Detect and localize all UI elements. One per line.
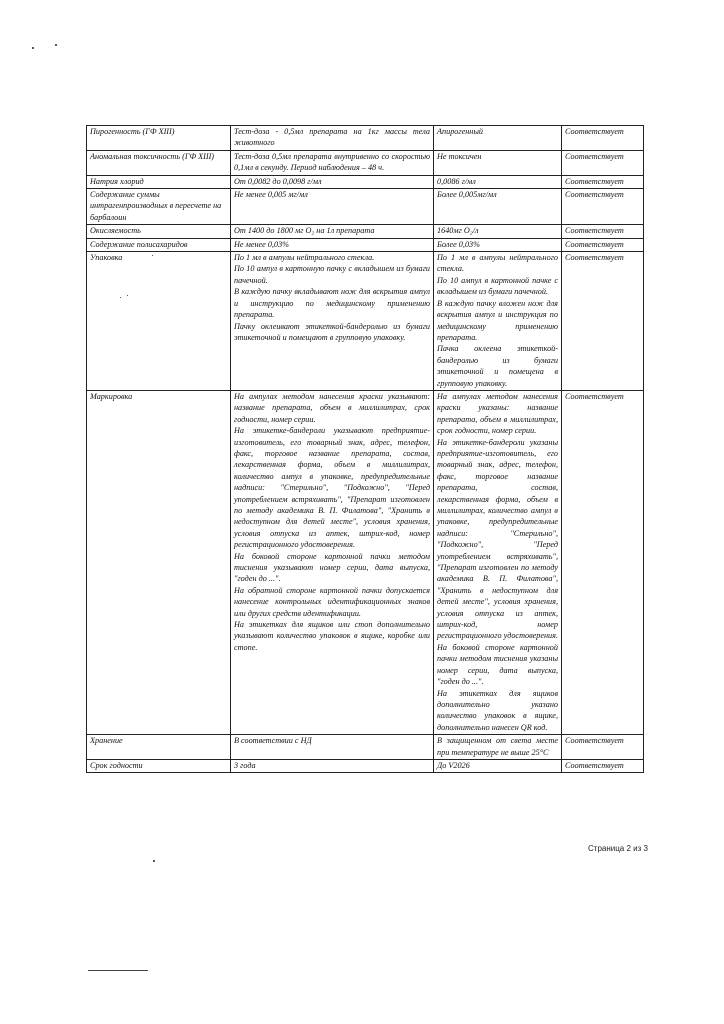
- requirement-paragraph: Не менее 0,03%: [234, 239, 289, 249]
- conformity-cell: Соответствует: [562, 735, 644, 760]
- requirement-paragraph: В каждую пачку вкладывают нож для вскрытия ампул и инструкцию по медицинскому применению препарата.: [234, 287, 430, 320]
- table-row: [87, 175, 644, 188]
- parameter-name: Содержание полисахаридов: [87, 238, 231, 251]
- page-number: Страница 2 из 3: [588, 844, 648, 853]
- result-cell: [434, 225, 562, 238]
- requirement-paragraph: Не менее 0,005 мг/мл: [234, 190, 308, 200]
- result-paragraph: Не токсичен: [437, 151, 482, 161]
- table-row: [87, 126, 644, 151]
- requirement-paragraph: Тест-доза 0,5мл препарата внутривенно со скоростью 0,1мл в секунду. Период наблюдения – 48 ч.: [234, 151, 430, 173]
- conformity-cell: Соответствует: [562, 759, 644, 772]
- requirement-paragraph: На ампулах методом нанесения краски указывают: название препарата, объем в миллилитрах, срок годности, номер серии.: [234, 391, 430, 424]
- requirement-cell: [231, 390, 434, 734]
- parameter-name: Натрия хлорид: [87, 175, 231, 188]
- result-cell: [434, 189, 562, 225]
- result-paragraph: В каждую пачку вложен нож для вскрытия ампул и инструкция по медицинскому применению препарата.: [437, 298, 558, 342]
- scan-speck: [32, 47, 34, 49]
- result-cell: [434, 238, 562, 251]
- result-cell: [434, 252, 562, 391]
- result-paragraph: На ампулах методом нанесения краски указаны: название препарата, объем в миллилитрах, срок годности, номер серии.: [437, 391, 558, 436]
- requirement-cell: [231, 126, 434, 151]
- result-paragraph: Более 0,03%: [437, 239, 480, 249]
- parameter-name: Пирогенность (ГФ XIII): [87, 126, 231, 151]
- conformity-cell: Соответствует: [562, 390, 644, 734]
- parameter-name: Окисляемость: [87, 225, 231, 238]
- result-cell: [434, 735, 562, 760]
- result-cell: [434, 126, 562, 151]
- conformity-cell: Соответствует: [562, 252, 644, 391]
- scan-speck: [153, 860, 155, 862]
- result-paragraph: По 1 мл в ампулы нейтрального стекла.: [437, 253, 558, 274]
- result-paragraph: 0,0086 г/мл: [437, 176, 476, 186]
- certificate-table: [86, 125, 644, 773]
- result-cell: [434, 759, 562, 772]
- table-row: [87, 390, 644, 734]
- result-cell: [434, 150, 562, 175]
- result-paragraph: Апирогенный: [437, 127, 483, 136]
- requirement-paragraph: Пачку оклеивают этикеткой-бандеролью из бумаги этикеточной и помещают в групповую упаковку.: [234, 321, 430, 342]
- requirement-cell: [231, 225, 434, 238]
- requirement-paragraph: Тест-доза - 0,5мл препарата на 1кг массы тела животного: [234, 127, 430, 148]
- table-row: [87, 150, 644, 175]
- result-cell: [434, 175, 562, 188]
- requirement-paragraph: От 1400 до 1800 мг O₂ на 1л препарата: [234, 226, 375, 236]
- result-paragraph: Пачка оклеена этикеткой-бандеролью из бумаги этикеточной и помещена в групповую упаковку.: [437, 344, 558, 388]
- certificate-table-body: [87, 126, 644, 773]
- requirement-cell: [231, 175, 434, 188]
- parameter-name: Срок годности: [87, 759, 231, 772]
- result-paragraph: Более 0,005мг/мл: [437, 190, 497, 200]
- parameter-name: Хранение: [87, 735, 231, 760]
- parameter-name: Содержание суммы интрагенпроизводных в пересчете на барбалоин: [87, 189, 231, 225]
- requirement-cell: [231, 252, 434, 391]
- table-row: [87, 225, 644, 238]
- conformity-cell: Соответствует: [562, 225, 644, 238]
- table-row: [87, 189, 644, 225]
- requirement-cell: [231, 189, 434, 225]
- conformity-cell: Соответствует: [562, 150, 644, 175]
- parameter-name: Аномальная токсичность (ГФ XIII): [87, 150, 231, 175]
- requirement-paragraph: 3 года: [234, 760, 256, 770]
- table-row: [87, 759, 644, 772]
- requirement-paragraph: На этикетке-бандероли указывают предприятие-изготовитель, его товарный знак, адрес, телефон, факс, торговое название препарата, состав, лекарственная форма, объем в миллилитрах, количество ампул в упаковке, предупредительные надписи: "Стерильно", "Подкожно", "Перед употреблением встряхивать", "Препарат изготовлен по методу академика В. П. Филатова", "Хранить в недоступном для детей месте", условия хранения, условия отпуска из аптек, штрих-код, номер регистрационного удостоверения.: [234, 426, 430, 550]
- requirement-paragraph: По 10 ампул в картонную пачку с вкладышем из бумаги пачечной.: [234, 264, 430, 285]
- result-cell: [434, 390, 562, 734]
- result-paragraph: На боковой стороне картонной пачки методом тиснения указаны номер серии, дата выпуска, "годен до ...".: [437, 642, 558, 687]
- parameter-name: Маркировка: [87, 390, 231, 734]
- result-paragraph: До V2026: [437, 760, 470, 770]
- requirement-cell: [231, 238, 434, 251]
- requirement-cell: [231, 735, 434, 760]
- requirement-paragraph: По 1 мл в ампулы нейтрального стекла.: [234, 253, 375, 263]
- conformity-cell: Соответствует: [562, 126, 644, 151]
- requirement-paragraph: В соответствии с НД: [234, 736, 312, 746]
- conformity-cell: Соответствует: [562, 238, 644, 251]
- table-row: [87, 735, 644, 760]
- requirement-paragraph: На этикетках для ящиков или стоп дополнительно указывают количество упаковок в ящике, коробке или стопе.: [234, 620, 430, 652]
- table-row: [87, 238, 644, 251]
- conformity-cell: Соответствует: [562, 189, 644, 225]
- result-paragraph: На этикетках для ящиков дополнительно указано количество упаковок в ящике, дополнительно нанесен QR код.: [437, 688, 558, 732]
- scan-speck: [55, 44, 57, 46]
- result-paragraph: В защищенном от света месте при температуре не выше 25°С: [437, 736, 558, 757]
- requirement-paragraph: На боковой стороне картонной пачки методом тиснения указывают номер серии, дата выпуска, "годен до ...".: [234, 551, 430, 584]
- result-paragraph: 1640мг O₂/л: [437, 226, 479, 236]
- requirement-paragraph: От 0,0082 до 0,0098 г/мл: [234, 176, 322, 186]
- parameter-name: Упаковка: [87, 252, 231, 391]
- table-row: [87, 252, 644, 391]
- requirement-cell: [231, 759, 434, 772]
- result-paragraph: По 10 ампул в картонной пачке с вкладышем из бумаги пачечной.: [437, 275, 558, 297]
- scan-line: [88, 970, 148, 971]
- requirement-cell: [231, 150, 434, 175]
- result-paragraph: На этикетке-бандероли указаны предприятие-изготовитель, его товарный знак, адрес, телефон, факс, торговое название препарата, состав, лекарственная форма, объем в миллилитрах, количество ампул в упаковке, предупредительные надписи: "Стерильно", "Подкожно", "Перед употреблением встряхивать", "Препарат изготовлен по методу академика В. П. Филатова", "Хранить в недоступном для детей месте", условия хранения, условия отпуска из аптек, штрих-код, номер регистрационного удостоверения.: [437, 437, 558, 641]
- conformity-cell: Соответствует: [562, 175, 644, 188]
- requirement-paragraph: На обратной стороне картонной пачки допускается нанесение контрольных идентификационных знаков или других средств идентификации.: [234, 585, 430, 618]
